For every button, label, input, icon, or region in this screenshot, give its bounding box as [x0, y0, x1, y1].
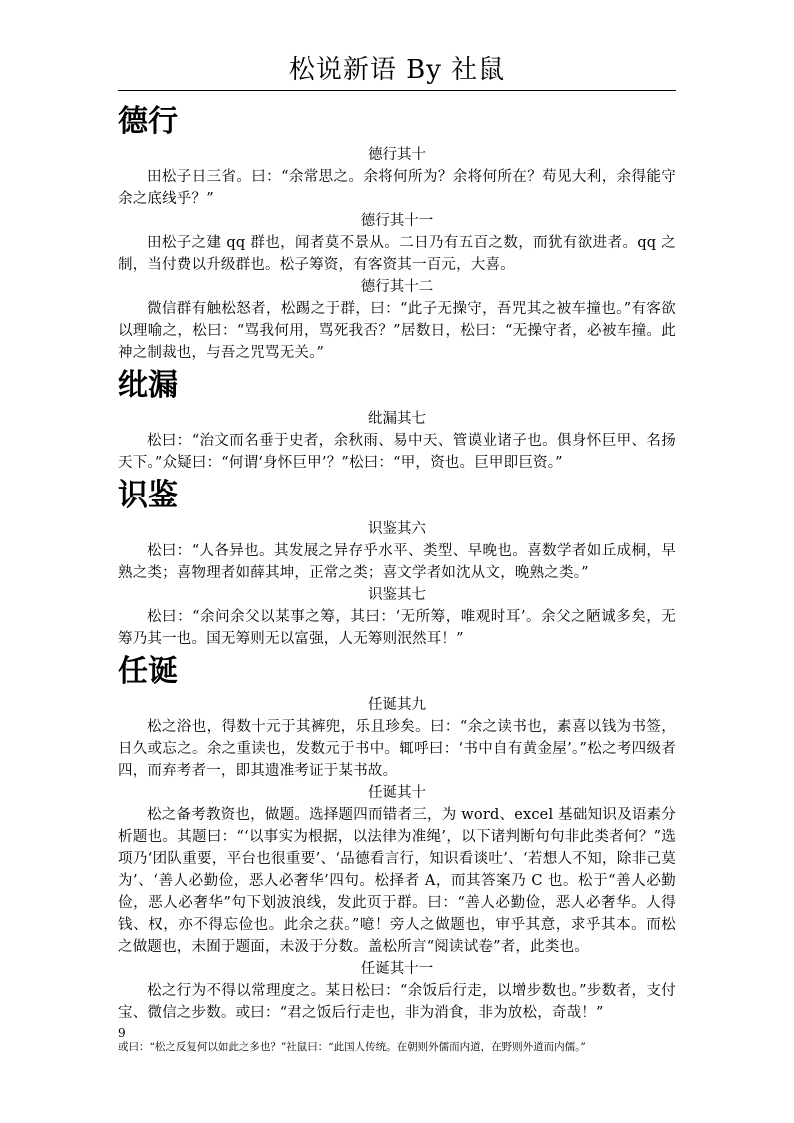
section-title: 识鉴	[118, 478, 178, 513]
entry-title: 任诞其十	[368, 785, 426, 801]
entry-text: 田松子日三省。曰：“余常思之。余将何所为？余将何所在？苟见大利，余得能守余之底线乎？”	[118, 169, 676, 207]
entry-title: 识鉴其七	[368, 587, 426, 603]
section-shijian	[118, 474, 676, 650]
entry-text: 松曰：“余问余父以某事之筹，其曰：‘无所筹，唯观时耳’。余父之陋诚多矣，无筹乃其一也。国无筹则无以富强，人无筹则泯然耳！”	[118, 609, 676, 647]
page-header	[118, 50, 676, 91]
entry-text: 松曰：“人各异也。其发展之异存乎水平、类型、早晚也。喜数学者如丘成桐，早熟之类；喜物理者如薛其坤，正常之类；喜文学者如沈从文，晚熟之类。”	[118, 543, 676, 581]
header-title: 松说新语 By 社鼠	[288, 55, 506, 85]
section-rendan	[118, 650, 676, 1024]
page-body	[118, 100, 676, 1024]
entry-title: 纰漏其七	[368, 411, 426, 427]
entry-text: 松之行为不得以常理度之。某日松曰：“余饭后行走，以增步数也。”步数者，支付宝、微信之步数。或曰：“君之饭后行走也，非为消食，非为放松，奇哉！”	[118, 983, 676, 1021]
entry-title: 任诞其九	[368, 697, 426, 713]
entry-text: 松曰：“治文而名垂于史者，余秋雨、易中天、管谟业诸子也。俱身怀巨甲、名扬天下。”众疑曰：“何谓‘身怀巨甲’？”松曰：“甲，资也。巨甲即巨资。”	[118, 433, 676, 471]
entry-title: 德行其十	[368, 147, 426, 163]
page-number: 9	[118, 1026, 126, 1040]
entry-title: 任诞其十一	[360, 961, 434, 977]
section-title: 任诞	[118, 654, 178, 689]
entry-text: 松之浴也，得数十元于其裤兜，乐且珍矣。曰：“余之读书也，素喜以钱为书签，日久或忘之。余之重读也，发数元于书中。辄呼曰：‘书中自有黄金屋’。”松之考四级者四，而弃考者一，即其遗准考证于某书故。	[118, 719, 676, 779]
entry-text: 松之备考教资也，做题。选择题四而错者三，为 word、excel 基础知识及语素分析题也。其题曰：“‘以事实为根据，以法律为准绳’，以下诸判断句句非此类者何？”选项乃‘团队重要，平台也很重要’、‘品德看言行，知识看谈吐’、‘若想人不知，除非己莫为’、‘善人必勤俭，恶人必奢华’四句。松择者 A，而其答案乃 C 也。松于“善人必勤俭，恶人必奢华”句下划波浪线，发此页于群。曰：“善人必勤俭，恶人必奢华。人得钱、权，亦不得忘俭也。此余之获。”噫！旁人之做题也，审乎其意，求乎其本。而松之做题也，未囿于题面，未汲于分数。盖松所言“阅读试卷”者，此类也。	[118, 807, 676, 955]
entry-title: 识鉴其六	[368, 521, 426, 537]
entry-title: 德行其十一	[360, 213, 434, 229]
section-pilou	[118, 364, 676, 474]
section-title: 纰漏	[118, 368, 178, 403]
section-title: 德行	[118, 104, 178, 139]
section-dexing	[118, 100, 676, 364]
footnote: 或曰：“松之反复何以如此之多也？”社鼠曰：“此国人传统。在朝则外儒而内道，在野则外道而内儒。”	[118, 1041, 586, 1053]
entry-title: 德行其十二	[360, 279, 434, 295]
entry-text: 田松子之建 qq 群也，闻者莫不景从。二日乃有五百之数，而犹有欲进者。qq 之制，当付费以升级群也。松子筹资，有客资其一百元，大喜。	[118, 235, 676, 273]
entry-text: 微信群有触松怒者，松踢之于群，曰：“此子无操守，吾咒其之被车撞也。”有客欲以理喻之，松曰：“骂我何用，骂死我否？”居数日，松曰：“无操守者，必被车撞。此神之制裁也，与吾之咒骂无关。”	[118, 301, 676, 361]
